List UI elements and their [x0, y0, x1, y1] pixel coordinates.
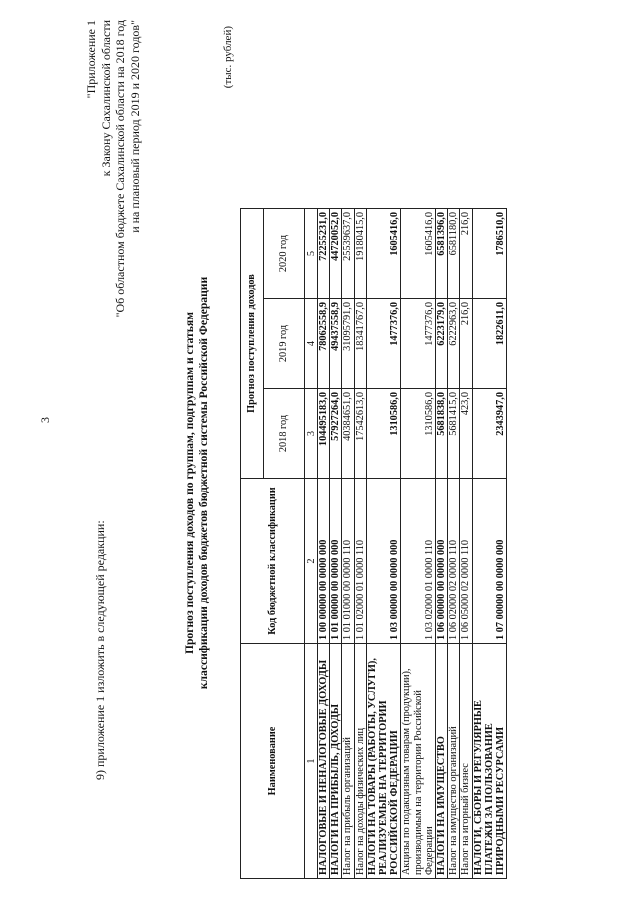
row-2020: 6581396,0 [436, 209, 448, 299]
row-2018: 5681838,0 [436, 389, 448, 479]
row-2018: 17542613,0 [354, 389, 366, 479]
row-2019: 6222963,0 [448, 299, 460, 389]
row-code: 1 00 00000 00 0000 000 [318, 479, 330, 644]
table-row [354, 209, 366, 879]
document-title: Прогноз поступления доходов по группам, подгруппам и статьям классификации доходов бюджетов бюджетной системы Российской Федерации [183, 276, 210, 690]
col-number: 1 [305, 644, 318, 879]
row-2020: 6581180,0 [448, 209, 460, 299]
appendix-line-4: и на плановый период 2019 и 2020 годов" [127, 20, 142, 233]
page-number: 3 [38, 417, 52, 423]
row-2019: 1477376,0 [366, 299, 401, 389]
row-code: 1 06 00000 00 0000 000 [436, 479, 448, 644]
row-name: Налог на прибыль организаций [342, 644, 354, 879]
row-2019: 78062558,9 [318, 299, 330, 389]
row-2018: 5681415,0 [448, 389, 460, 479]
row-name: Налог на игорный бизнес [460, 644, 472, 879]
table-row [366, 209, 401, 879]
row-name: Налог на доходы физических лиц [354, 644, 366, 879]
appendix-line-3: "Об областном бюджете Сахалинской области на 2018 год [113, 20, 127, 318]
header-forecast: Прогноз поступления доходов [241, 209, 264, 479]
row-2018: 1310586,0 [401, 389, 436, 479]
col-number: 5 [305, 209, 318, 299]
row-2019: 6223179,0 [436, 299, 448, 389]
row-code: 1 01 01000 00 0000 110 [342, 479, 354, 644]
row-code: 1 06 05000 02 0000 110 [460, 479, 472, 644]
table-row [472, 209, 507, 879]
table-row [342, 209, 354, 879]
row-2020: 72255231,0 [318, 209, 330, 299]
row-2019: 18341767,0 [354, 299, 366, 389]
row-name: НАЛОГИ НА ПРИБЫЛЬ, ДОХОДЫ [330, 644, 342, 879]
row-2020: 216,0 [460, 209, 472, 299]
row-code: 1 03 00000 00 0000 000 [366, 479, 401, 644]
row-2020: 25539637,0 [342, 209, 354, 299]
row-2019: 49437558,9 [330, 299, 342, 389]
table-row [318, 209, 330, 879]
header-2020: 2020 год [264, 209, 305, 299]
row-name: НАЛОГИ НА ТОВАРЫ (РАБОТЫ, УСЛУГИ), РЕАЛИЗУЕМЫЕ НА ТЕРРИТОРИИ РОССИЙСКОЙ ФЕДЕРАЦИИ [366, 644, 401, 879]
row-name: НАЛОГИ, СБОРЫ И РЕГУЛЯРНЫЕ ПЛАТЕЖИ ЗА ПОЛЬЗОВАНИЕ ПРИРОДНЫМИ РЕСУРСАМИ [472, 644, 507, 879]
intro-text: 9) приложение 1 изложить в следующей редакции: [93, 520, 107, 780]
row-code: 1 01 00000 00 0000 000 [330, 479, 342, 644]
row-2018: 104495183,0 [318, 389, 330, 479]
row-2020: 1605416,0 [366, 209, 401, 299]
header-code: Код бюджетной классификации [241, 479, 305, 644]
table-row [330, 209, 342, 879]
row-name: НАЛОГИ НА ИМУЩЕСТВО [436, 644, 448, 879]
row-code: 1 07 00000 00 0000 000 [472, 479, 507, 644]
row-2019: 1477376,0 [401, 299, 436, 389]
col-number: 4 [305, 299, 318, 389]
row-2019: 31095791,0 [342, 299, 354, 389]
table-row [436, 209, 448, 879]
row-code: 1 06 02000 02 0000 110 [448, 479, 460, 644]
row-2020: 1786510,0 [472, 209, 507, 299]
table-row [401, 209, 436, 879]
row-2018: 40384651,0 [342, 389, 354, 479]
row-2019: 1822611,0 [472, 299, 507, 389]
row-2018: 2343947,0 [472, 389, 507, 479]
row-code: 1 03 02000 01 0000 110 [401, 479, 436, 644]
units-label: (тыс. рублей) [222, 26, 234, 89]
row-code: 1 01 02000 01 0000 110 [354, 479, 366, 644]
row-2018: 423,0 [460, 389, 472, 479]
row-2020: 44720052,0 [330, 209, 342, 299]
row-name: НАЛОГОВЫЕ И НЕНАЛОГОВЫЕ ДОХОДЫ [318, 644, 330, 879]
header-2018: 2018 год [264, 389, 305, 479]
header-2019: 2019 год [264, 299, 305, 389]
appendix-line-2: к Закону Сахалинской области [98, 20, 113, 177]
row-name: Акцизы по подакцизным товарам (продукции), производимым на территории Российской Федерации [401, 644, 436, 879]
row-2018: 57927264,0 [330, 389, 342, 479]
col-number: 2 [305, 479, 318, 644]
row-2019: 216,0 [460, 299, 472, 389]
table-row [460, 209, 472, 879]
row-name: Налог на имущество организаций [448, 644, 460, 879]
appendix-line-1: "Приложение 1 [84, 20, 98, 99]
table-row [448, 209, 460, 879]
col-number: 3 [305, 389, 318, 479]
row-2020: 19180415,0 [354, 209, 366, 299]
row-2020: 1605416,0 [401, 209, 436, 299]
header-name: Наименование [241, 644, 305, 879]
row-2018: 1310586,0 [366, 389, 401, 479]
revenue-table [240, 208, 507, 879]
appendix-header [84, 20, 142, 350]
